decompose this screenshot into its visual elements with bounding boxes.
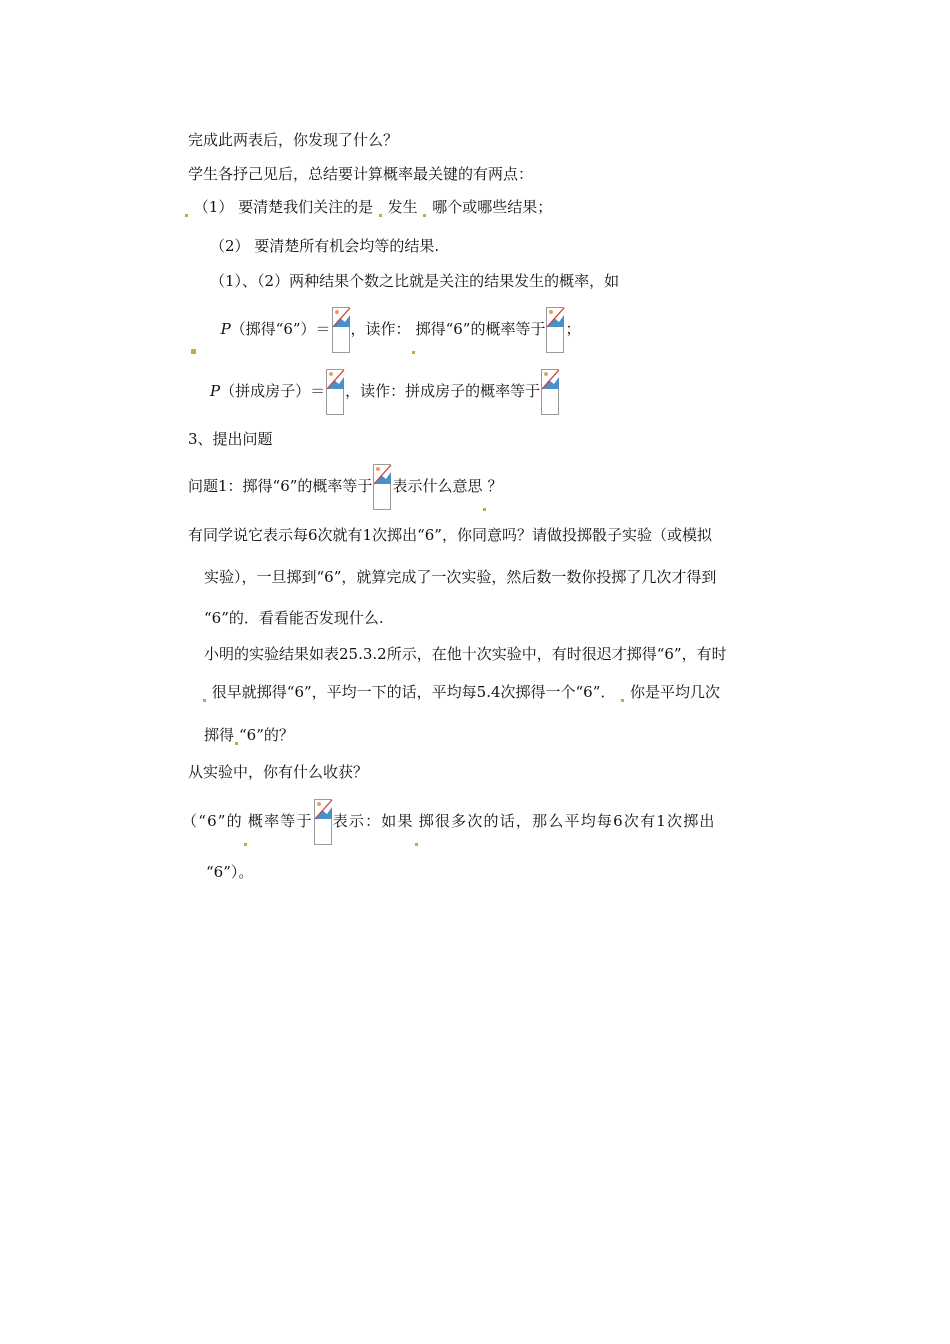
text-line-18: “6”）。 <box>206 863 254 881</box>
broken-image-icon <box>541 369 559 415</box>
edit-mark-icon <box>203 699 206 702</box>
text-line-17: （“6”的 概率等于 表示：如果 掷很多次的话，那么平均每6次有1次掷出 <box>182 796 716 846</box>
edit-mark-icon <box>185 214 188 217</box>
text-line-15: 掷得 “6”的？ <box>204 726 294 744</box>
broken-image-icon <box>332 307 350 353</box>
edit-mark-icon <box>621 699 624 702</box>
text-line-9: 问题1：掷得“6”的概率等于 表示什么意思 ？ <box>188 461 502 511</box>
edit-mark-icon <box>423 214 426 217</box>
edit-mark-icon <box>244 843 247 846</box>
edit-mark-icon <box>379 214 382 217</box>
text-line-6: P（掷得“6”）＝ ，读作： 掷得“6”的概率等于 ； <box>190 304 580 354</box>
text-line-2: 学生各抒己见后，总结要计算概率最关键的有两点： <box>188 165 534 183</box>
text-line-7: P（拼成房子）＝ ，读作：拼成房子的概率等于 <box>210 366 560 416</box>
edit-mark-icon <box>415 843 418 846</box>
text-line-4: （2） 要清楚所有机会均等的结果. <box>210 237 440 255</box>
broken-image-icon <box>373 464 391 510</box>
broken-image-icon <box>326 369 344 415</box>
text-line-3: （1） 要清楚我们关注的是 发生 哪个或哪些结果； <box>184 197 552 217</box>
edit-mark-icon <box>483 508 486 511</box>
text-line-12: “6”的．看看能否发现什么. <box>204 609 384 627</box>
broken-image-icon <box>314 799 332 845</box>
edit-mark-icon <box>235 742 238 745</box>
section-heading: 3、提出问题 <box>188 430 273 448</box>
edit-mark-icon <box>191 349 196 354</box>
text-line-5: （1）、（2）两种结果个数之比就是关注的结果发生的概率，如 <box>210 272 620 290</box>
text-line-11: 实验），一旦掷到“6”，就算完成了一次实验，然后数一数你投掷了几次才得到 <box>204 568 717 586</box>
text-line-10: 有同学说它表示每6次就有1次掷出“6”，你同意吗？请做投掷骰子实验（或模拟 <box>188 526 712 544</box>
text-line-13: 小明的实验结果如表25.3.2所示，在他十次实验中，有时很迟才掷得“6”，有时 <box>204 645 727 663</box>
broken-image-icon <box>546 307 564 353</box>
text-line-1: 完成此两表后，你发现了什么？ <box>188 131 399 149</box>
text-line-14: 很早就掷得“6”，平均一下的话，平均每5.4次掷得一个“6”． 你是平均几次 <box>202 682 720 702</box>
text-line-16: 从实验中，你有什么收获？ <box>188 763 369 781</box>
edit-mark-icon <box>412 351 415 354</box>
